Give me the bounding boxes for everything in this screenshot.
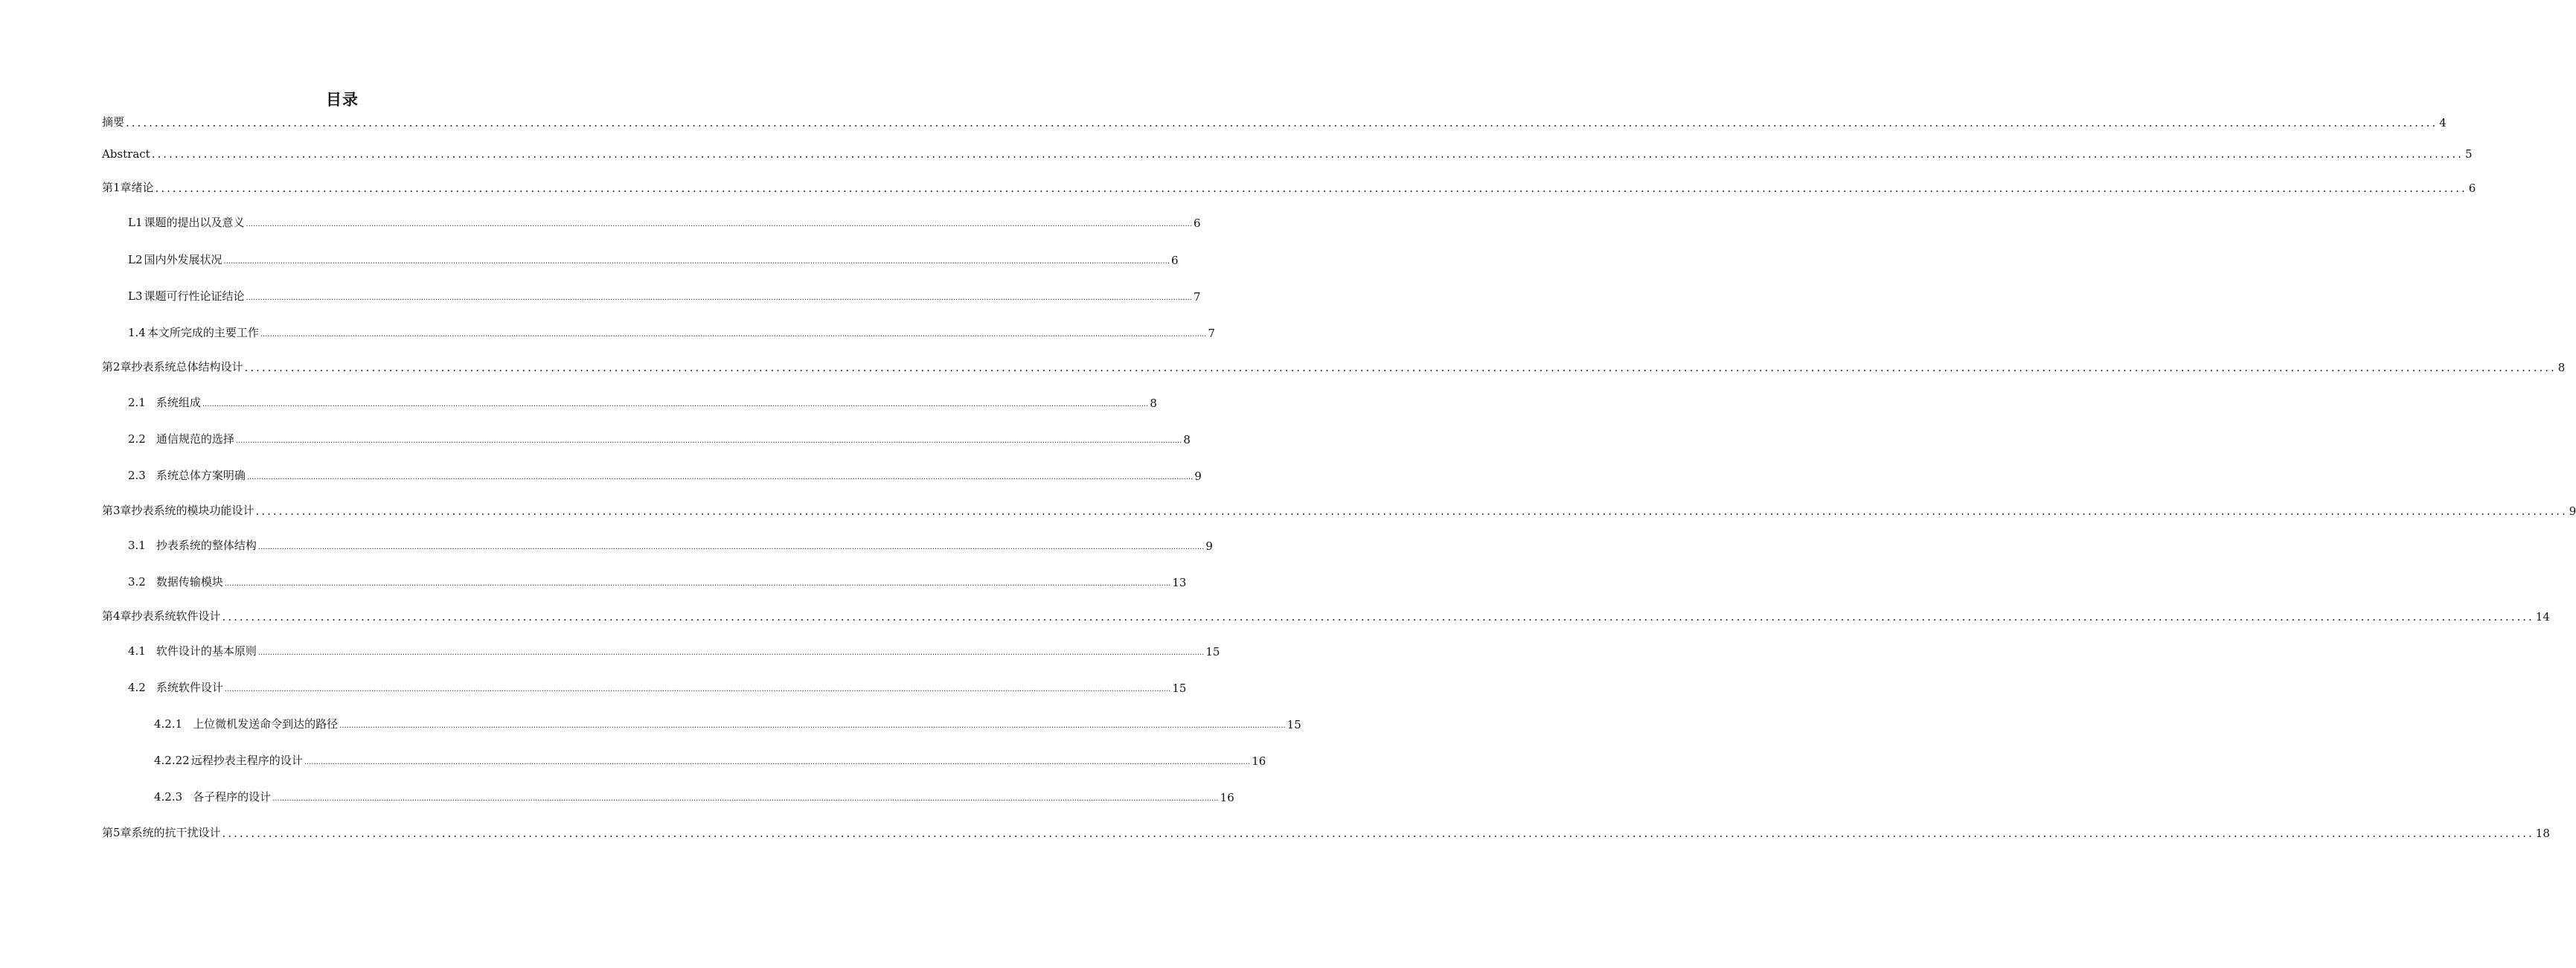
toc-entry-label <box>128 288 245 304</box>
toc-entry-title: 远程抄表主程序的设计 <box>190 754 303 767</box>
toc-entry-number: 3.2 <box>128 575 146 589</box>
toc-page-number: 7 <box>1194 290 1201 304</box>
toc-entry-label <box>154 789 271 804</box>
toc-leader-dots: ................................................................................................................................................................................................................................................................................................................................................................................................................ <box>255 504 2568 518</box>
toc-entry-number: L3 <box>128 289 143 303</box>
toc-leader-dots: ................................................................................................................................................................................................................................................................................................................................................................................................................ <box>304 758 1251 766</box>
toc-page-number: 9 <box>1194 469 1202 483</box>
toc-entry-number: L1 <box>128 216 143 229</box>
toc-entry-title: 抄表系统的整体结构 <box>156 539 257 552</box>
toc-entry[interactable] <box>102 179 2476 195</box>
toc-entry-label: 第4章抄表系统软件设计 <box>102 609 221 623</box>
toc-page-number: 16 <box>1252 754 1266 768</box>
toc-entry[interactable] <box>128 537 1213 553</box>
toc-leader-dots: ................................................................................................................................................................................................................................................................................................................................................................................................................ <box>222 610 2534 624</box>
toc-entry-title: 本文所完成的主要工作 <box>147 326 259 339</box>
toc-page-number: 15 <box>1287 718 1301 731</box>
toc-page-number: 8 <box>2557 361 2566 374</box>
toc-page-number: 15 <box>1172 682 1187 695</box>
toc-entry[interactable] <box>128 467 1202 483</box>
toc-entry[interactable] <box>128 643 1220 658</box>
toc-page-number: 15 <box>1205 645 1220 658</box>
toc-page-number: 6 <box>1194 217 1201 230</box>
toc-leader-dots: ................................................................................................................................................................................................................................................................................................................................................................................................................ <box>151 147 2464 161</box>
toc-entry[interactable] <box>128 679 1187 695</box>
toc-page-number: 14 <box>2535 610 2550 624</box>
toc-entry-title: 系统组成 <box>156 396 201 409</box>
toc-entry-label <box>128 324 259 340</box>
toc-entry-title: 国内外发展状况 <box>144 253 222 266</box>
toc-entry-label <box>154 716 338 731</box>
toc-leader-dots: ................................................................................................................................................................................................................................................................................................................................................................................................................ <box>257 543 1205 551</box>
toc-page-number: 5 <box>2464 147 2473 161</box>
toc-page-number: 6 <box>2468 182 2476 195</box>
toc-entry[interactable] <box>102 114 2447 129</box>
toc-entry-label <box>128 537 257 553</box>
toc-entry[interactable] <box>154 789 1234 804</box>
toc-page-number: 6 <box>1171 254 1179 267</box>
toc-entry-label <box>128 394 201 410</box>
toc-entry-label <box>128 431 234 446</box>
toc-page-number: 13 <box>1172 576 1187 589</box>
toc-entry-title: 软件设计的基本原则 <box>156 644 257 658</box>
toc-entry-label: 第2章抄表系统总体结构设计 <box>102 360 243 374</box>
toc-entry[interactable] <box>128 431 1191 446</box>
toc-page-number: 4 <box>2439 116 2447 129</box>
toc-entry-title: 系统总体方案明确 <box>156 469 246 482</box>
toc-leader-dots: ................................................................................................................................................................................................................................................................................................................................................................................................................ <box>155 182 2467 195</box>
toc-leader-dots: ................................................................................................................................................................................................................................................................................................................................................................................................................ <box>235 437 1182 445</box>
toc-leader-dots: ................................................................................................................................................................................................................................................................................................................................................................................................................ <box>202 400 1149 408</box>
toc-leader-dots: ................................................................................................................................................................................................................................................................................................................................................................................................................ <box>257 649 1205 657</box>
toc-leader-dots: ................................................................................................................................................................................................................................................................................................................................................................................................................ <box>126 116 2438 129</box>
toc-page-number: 16 <box>1220 791 1234 804</box>
toc-entry-title: 系统软件设计 <box>156 681 223 694</box>
toc-entry-number: 2.3 <box>128 469 146 482</box>
toc-leader-dots: ................................................................................................................................................................................................................................................................................................................................................................................................................ <box>260 330 1207 339</box>
toc-entry[interactable] <box>154 716 1301 731</box>
toc-entry[interactable] <box>102 147 2473 161</box>
toc-leader-dots: ................................................................................................................................................................................................................................................................................................................................................................................................................ <box>246 294 1193 302</box>
toc-leader-dots: ................................................................................................................................................................................................................................................................................................................................................................................................................ <box>244 361 2557 374</box>
toc-entry-label: 第3章抄表系统的模块功能设计 <box>102 504 254 517</box>
toc-page-number: 18 <box>2535 827 2550 840</box>
toc-entry[interactable] <box>102 824 2550 840</box>
toc-entry[interactable] <box>128 324 1215 340</box>
toc-entry[interactable] <box>102 359 2566 374</box>
toc-entry[interactable] <box>154 752 1266 768</box>
toc-page-number: 8 <box>1150 397 1157 410</box>
toc-entry[interactable] <box>128 288 1201 304</box>
toc-entry-number: 3.1 <box>128 539 146 552</box>
toc-entry[interactable] <box>102 502 2576 518</box>
toc-entry-number: 2.1 <box>128 396 146 409</box>
toc-leader-dots: ................................................................................................................................................................................................................................................................................................................................................................................................................ <box>224 685 1171 693</box>
toc-entry-label <box>128 643 257 658</box>
toc-entry-title: 上位微机发送命令到达的路径 <box>193 717 339 731</box>
toc-entry[interactable] <box>128 251 1179 267</box>
toc-leader-dots: ................................................................................................................................................................................................................................................................................................................................................................................................................ <box>272 795 1219 803</box>
toc-leader-dots: ................................................................................................................................................................................................................................................................................................................................................................................................................ <box>246 220 1193 228</box>
toc-entry-number: 4.2.22 <box>154 754 190 767</box>
toc-page-number: 9 <box>2569 504 2576 518</box>
toc-entry-number: 4.1 <box>128 644 146 658</box>
toc-leader-dots: ................................................................................................................................................................................................................................................................................................................................................................................................................ <box>224 580 1171 588</box>
toc-entry[interactable] <box>128 214 1201 230</box>
page-title: 目录 <box>326 91 359 109</box>
toc-page-number: 8 <box>1183 433 1191 446</box>
toc-leader-dots: ................................................................................................................................................................................................................................................................................................................................................................................................................ <box>222 827 2534 840</box>
toc-entry[interactable] <box>128 574 1187 589</box>
toc-entry-number: 4.2 <box>128 681 146 694</box>
toc-entry[interactable] <box>102 608 2550 624</box>
toc-entry-title: 课题可行性论证结论 <box>144 289 245 303</box>
toc-entry[interactable] <box>128 394 1157 410</box>
toc-entry-title: 各子程序的设计 <box>193 790 272 804</box>
toc-entry-number: L2 <box>128 253 143 266</box>
toc-entry-label: Abstract <box>102 147 150 161</box>
toc-entry-label <box>128 214 245 230</box>
toc-entry-label: 第1章绪论 <box>102 181 154 194</box>
toc-entry-label <box>154 752 303 768</box>
toc-page-number: 7 <box>1208 327 1215 340</box>
toc-entry-number: 4.2.3 <box>154 790 183 804</box>
toc-entry-number: 2.2 <box>128 432 146 446</box>
toc-entry-title: 数据传输模块 <box>156 575 223 589</box>
toc-entry-title: 通信规范的选择 <box>156 432 234 446</box>
toc-page-number: 9 <box>1205 539 1213 553</box>
toc-leader-dots: ................................................................................................................................................................................................................................................................................................................................................................................................................ <box>246 473 1194 481</box>
toc-entry-number: 1.4 <box>128 326 146 339</box>
toc-entry-label <box>128 251 222 267</box>
toc-entry-label: 摘要 <box>102 115 125 129</box>
toc-entry-title: 课题的提出以及意义 <box>144 216 245 229</box>
toc-leader-dots: ................................................................................................................................................................................................................................................................................................................................................................................................................ <box>339 722 1286 730</box>
toc-entry-label <box>128 679 223 695</box>
toc-leader-dots: ................................................................................................................................................................................................................................................................................................................................................................................................................ <box>223 257 1170 266</box>
toc-entry-label: 第5章系统的抗干扰设计 <box>102 826 221 839</box>
toc-entry-label <box>128 467 246 483</box>
toc-entry-number: 4.2.1 <box>154 717 183 731</box>
toc-entry-label <box>128 574 223 589</box>
